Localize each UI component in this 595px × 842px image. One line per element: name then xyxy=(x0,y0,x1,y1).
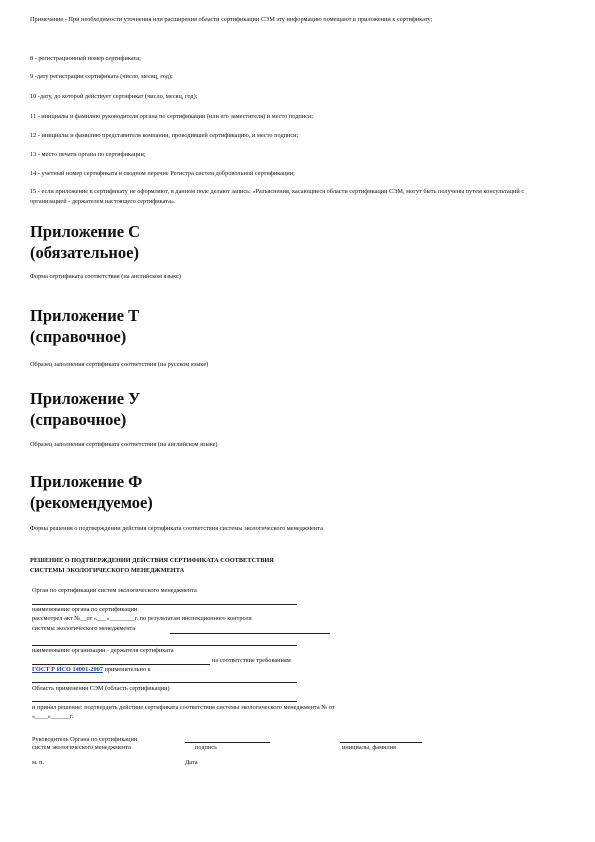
note-item: 12 - инициалы и фамилию представителя компании, проводившей сертификацию, и место подписи; xyxy=(30,132,299,139)
scope-line xyxy=(32,701,297,702)
note-item: 9 -дату регистрации сертификата (число, месяц, год); xyxy=(30,73,173,80)
note-item: 10 -дату, до которой действует сертификат (число, месяц, год); xyxy=(30,93,198,100)
scope-label: Область применения СЭМ (область сертификации) xyxy=(32,685,170,692)
signature-label: подпись xyxy=(195,744,217,751)
appendix-title: Приложение Ф (рекомендуемое) xyxy=(30,472,153,512)
note-intro: Примечание - При необходимости уточнения или расширения области сертификации СЭМ эту информацию помещают в приложении к сертификату; xyxy=(30,16,433,23)
note-item: 14 - учетный номер сертификата в сводном перечне Регистра систем добровольной сертификации; xyxy=(30,170,295,177)
appendix-caption: Форма сертификата соответствия (на английском языке) xyxy=(30,273,181,280)
appendix-title: Приложение С (обязательное) xyxy=(30,222,141,262)
org-name-label: наименование организации - держателя сертификата xyxy=(32,647,174,654)
stamp-label: м. п. xyxy=(32,759,45,766)
system-line xyxy=(170,633,330,634)
organ-name-label: наименование органа по сертификации xyxy=(32,606,138,613)
decision-heading-line1: РЕШЕНИЕ О ПОДТВЕРЖДЕНИИ ДЕЙСТВИЯ СЕРТИФИКАТА СООТВЕТСТВИЯ xyxy=(30,557,274,564)
date-label: Дата xyxy=(185,759,198,766)
confirm-line2: «____»______г. xyxy=(32,713,74,720)
head-line2: систем экологического менеджмента xyxy=(32,744,131,751)
head-line1: Руководитель Органа по сертификации xyxy=(32,736,138,743)
appendix-title: Приложение У (справочное) xyxy=(30,389,141,429)
applied-line xyxy=(32,682,297,683)
organ-label: Орган по сертификации систем экологического менеджмента xyxy=(32,587,197,594)
system-label: системы экологического менеджмента xyxy=(32,625,136,632)
appendix-caption: Образец заполнения сертификата соответствия (на русском языке) xyxy=(30,361,209,368)
standard-link[interactable]: ГОСТ Р ИСО 14001-2007 xyxy=(32,666,103,673)
note-item: 13 - место печати органа по сертификации; xyxy=(30,151,146,158)
requirements-label: на соответствие требованиям xyxy=(212,657,291,664)
appendix-caption: Форма решения о подтверждении действия сертификата соответствия системы экологического менеджмента xyxy=(30,525,323,532)
reviewed-text: рассмотрел акт №__от «___»________г. по результатам инспекционного контроля xyxy=(32,615,252,622)
note-item: 8 - регистрационный номер сертификата; xyxy=(30,55,141,62)
appendix-caption: Образец заполнения сертификата соответствия (на английском языке) xyxy=(30,441,218,448)
confirm-line1: и принял решение: подтвердить действие сертификата соответствия системы экологического менеджмента № от xyxy=(32,704,335,711)
initials-label: инициалы, фамилия xyxy=(342,744,396,751)
note-item: 11 - инициалы и фамилию руководителя органа по сертификации (или его заместителя) и место подписи; xyxy=(30,113,314,120)
applied-label: применительно к xyxy=(104,666,151,673)
appendix-title: Приложение Т (справочное) xyxy=(30,306,140,346)
note-item: 15 - если приложение к сертификату не оформляют, в данном поле делают запись: «Разъяснения, касающиеся области сертификации СЭМ, могут быть получены путем консультаций с организацией - держателем настоящего сертификата». xyxy=(30,188,525,205)
standard-row xyxy=(32,665,151,674)
decision-heading-line2: СИСТЕМЫ ЭКОЛОГИЧЕСКОГО МЕНЕДЖМЕНТА xyxy=(30,567,185,574)
